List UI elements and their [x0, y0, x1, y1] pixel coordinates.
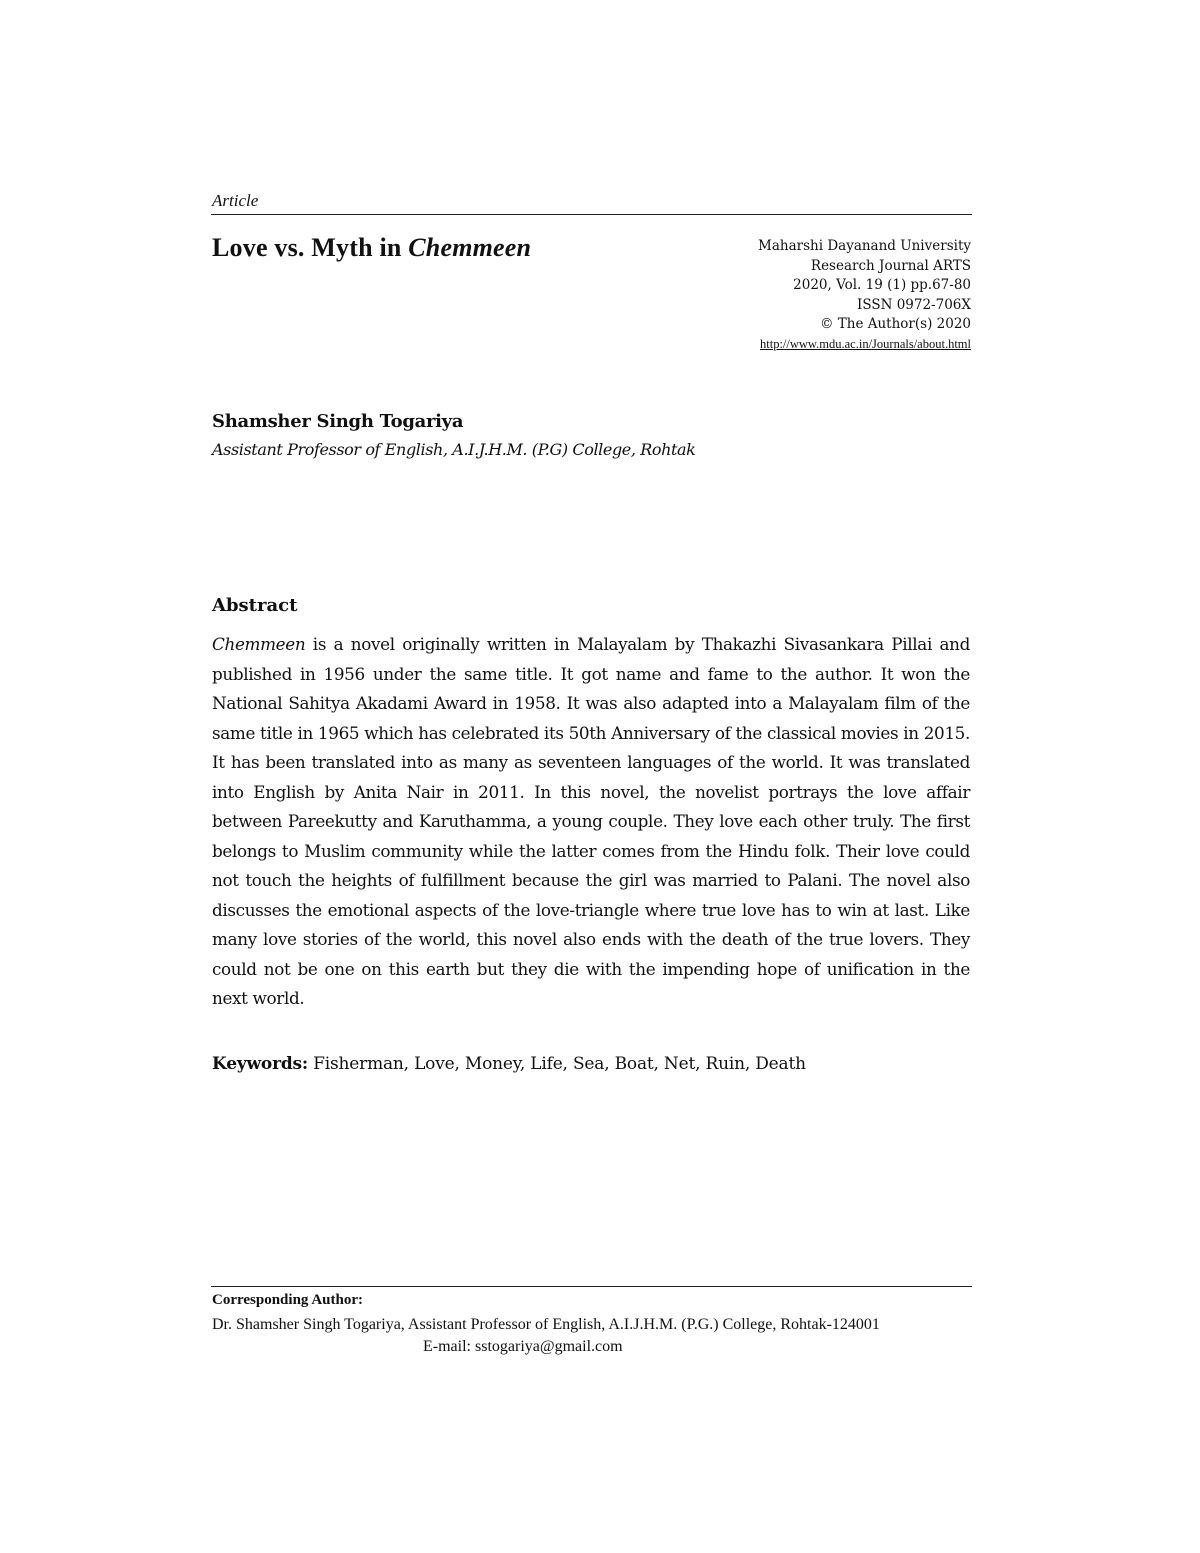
abstract-lead-italic: Chemmeen	[212, 634, 306, 654]
journal-line-1: Maharshi Dayanand University	[758, 238, 971, 254]
journal-info	[651, 237, 971, 354]
title-italic: Chemmeen	[408, 233, 532, 262]
paper-title	[212, 233, 531, 263]
author-affiliation: Assistant Professor of English, A.I.J.H.M. (P.G) College, Rohtak	[212, 440, 696, 459]
journal-line-2: Research Journal ARTS	[810, 257, 971, 274]
journal-url-link[interactable]: http://www.mdu.ac.in/Journals/about.html	[760, 336, 971, 351]
journal-line-5: © The Author(s) 2020	[819, 316, 971, 332]
header-rule	[211, 214, 972, 215]
author-name: Shamsher Singh Togariya	[212, 411, 464, 432]
abstract-heading: Abstract	[212, 595, 298, 616]
keywords-label: Keywords:	[212, 1054, 308, 1074]
title-prefix: Love vs. Myth in	[212, 233, 409, 262]
journal-line-3: 2020, Vol. 19 (1) pp.67-80	[793, 277, 971, 293]
corresponding-email: E-mail: sstogariya@gmail.com	[423, 1338, 623, 1355]
keywords	[212, 1054, 806, 1074]
keywords-list: Fisherman, Love, Money, Life, Sea, Boat, Net, Ruin, Death	[307, 1054, 806, 1074]
footer-rule	[211, 1286, 972, 1287]
journal-line-4: ISSN 0972-706X	[857, 296, 971, 313]
abstract-body	[212, 630, 970, 1014]
corresponding-details: Dr. Shamsher Singh Togariya, Assistant Professor of English, A.I.J.H.M. (P.G.) College, Rohtak-124001	[212, 1316, 880, 1333]
article-type-label: Article	[212, 191, 259, 210]
corresponding-heading: Corresponding Author:	[212, 1292, 363, 1308]
abstract-text: is a novel originally written in Malayalam by Thakazhi Sivasankara Pillai and published in 1956 under the same title. It got name and fame to the author. It won the National Sahitya Akadami Award in 1958. It was also adapted into a Malayalam film of the same title in 1965 which has celebrated its 50th Anniversary of the classical movies in 2015. It has been translated into as many as seventeen languages of the world. It was translated into English by Anita Nair in 2011. In this novel, the novelist portrays the love affair between Pareekutty and Karuthamma, a young couple. They love each other truly. The first belongs to Muslim community while the latter comes from the Hindu folk. Their love could not touch the heights of fulfillment because the girl was married to Palani. The novel also discusses the emotional aspects of the love-triangle where true love has to win at last. Like many love stories of the world, this novel also ends with the death of the true lovers. They could not be one on this earth but they die with the impending hope of unification in the next world.	[212, 634, 970, 1008]
